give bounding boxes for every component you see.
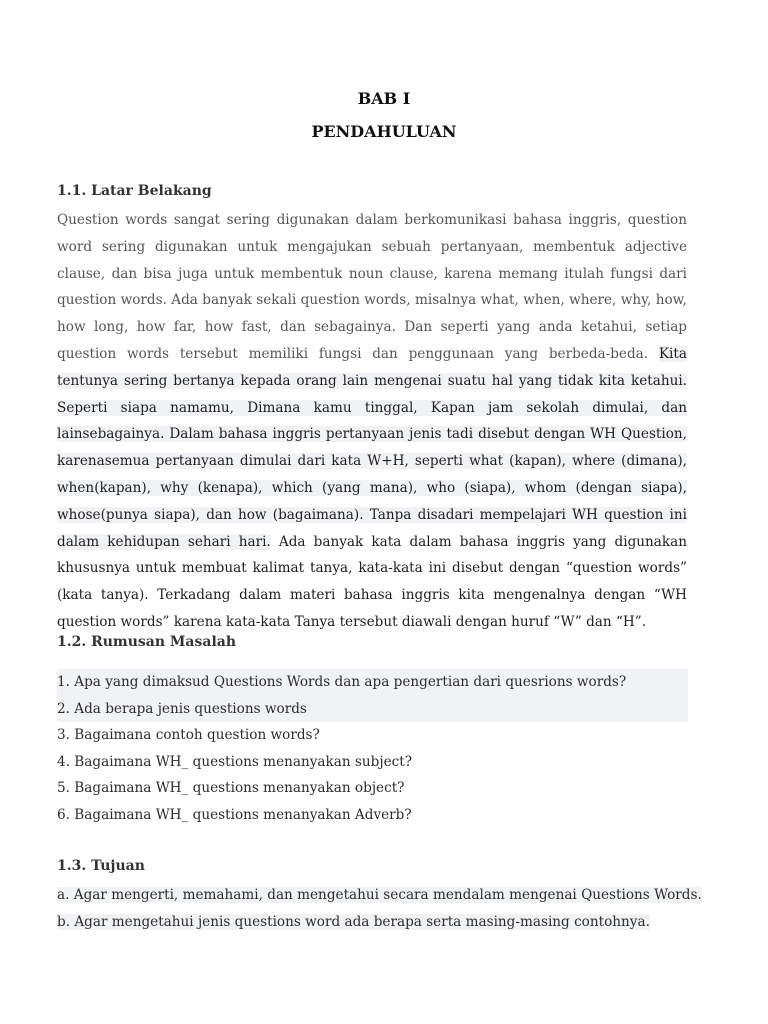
paragraph-text-end: Ada banyak kata dalam bahasa inggris yang digunakan khususnya untuk membuat kalimat tanya, kata-kata ini disebut dengan “question words” (kata tanya). Terkadang dalam materi bahasa inggris kita mengenalnya dengan “WH question words” karena kata-kata Tanya tersebut diawali dengan huruf “W” dan “H”. [57, 533, 687, 630]
list-item-text: a. Agar mengerti, memahami, dan mengetahui secara mendalam mengenai Questions Words. [57, 887, 702, 903]
paragraph-text-light: Question words sangat sering digunakan dalam berkomunikasi bahasa inggris, question word sering digunakan untuk mengajukan sebuah pertanyaan, membentuk adjective clause, dan bisa juga untuk membentuk noun clause, karena memang itulah fungsi dari question words. Ada banyak sekali question words, misalnya what, when, where, why, how, how long, how far, how fast, dan sebagainya. Dan seperti yang anda ketahui, setiap question words tersebut memiliki fungsi dan penggunaan yang berbeda-beda. [57, 212, 687, 362]
list-item-text: b. Agar mengetahui jenis questions word ada berapa serta masing-masing contohnya. [57, 913, 650, 930]
list-item: 2. Ada berapa jenis questions words [57, 696, 688, 723]
chapter-number: BAB I [357, 89, 411, 108]
list-item [57, 882, 702, 909]
section-heading-rumusan-masalah: 1.2. Rumusan Masalah [57, 634, 237, 650]
list-item: 5. Bagaimana WH_ questions menanyakan object? [57, 780, 405, 797]
chapter-title: PENDAHULUAN [311, 122, 457, 141]
list-item: 6. Bagaimana WH_ questions menanyakan Adverb? [57, 806, 412, 823]
paragraph-text-highlighted: Kita tentunya sering bertanya kepada orang lain mengenai suatu hal yang tidak kita ketahui. Seperti siapa namamu, Dimana kamu tinggal, Kapan jam sekolah dimulai, dan lainsebagainya. Dalam bahasa inggris pertanyaan jenis tadi disebut dengan WH Question, karenasemua pertanyaan dimulai dari kata W+H, seperti what (kapan), where (dimana), when(kapan), why (kenapa), which (yang mana), who (siapa), whom (dengan siapa), whose(punya siapa), dan how (bagaimana). Tanpa disadari mempelajari WH question ini dalam kehidupan sehari hari. [57, 345, 687, 550]
background-paragraph [57, 207, 687, 636]
list-item: 1. Apa yang dimaksud Questions Words dan apa pengertian dari quesrions words? [57, 669, 688, 696]
section-heading-latar-belakang: 1.1. Latar Belakang [57, 183, 212, 199]
list-item: 4. Bagaimana WH_ questions menanyakan subject? [57, 753, 412, 770]
list-item: 3. Bagaimana contoh question words? [57, 727, 320, 744]
objective-list [57, 882, 702, 935]
problem-list [57, 669, 688, 829]
list-item [57, 909, 688, 936]
section-heading-tujuan: 1.3. Tujuan [57, 858, 145, 874]
